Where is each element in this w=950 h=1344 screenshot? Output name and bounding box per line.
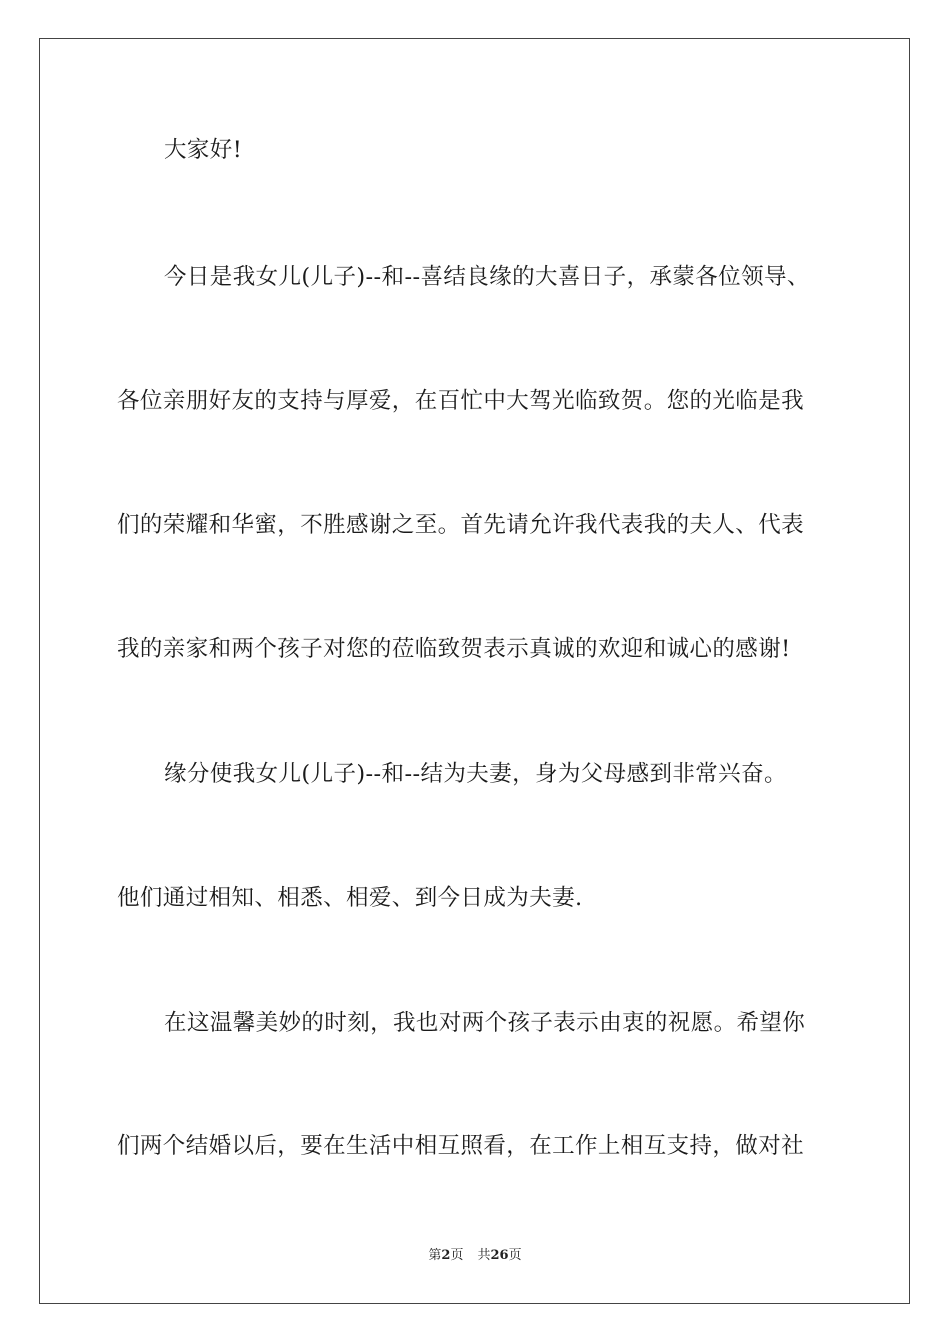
text-line-3: 们的荣耀和华蜜，不胜感谢之至。首先请允许我代表我的夫人、代表	[117, 512, 805, 538]
text-line-6: 他们通过相知、相悉、相爱、到今日成为夫妻.	[117, 885, 583, 911]
total-pages: 26	[490, 1248, 509, 1263]
text-line-2: 各位亲朋好友的支持与厚爱，在百忙中大驾光临致贺。您的光临是我	[117, 388, 805, 414]
page-footer	[0, 1247, 950, 1265]
text-line-1: 今日是我女儿(儿子)--和--喜结良缘的大喜日子，承蒙各位领导、	[164, 264, 810, 290]
page-suffix: 页	[450, 1248, 464, 1263]
page-prefix: 第	[428, 1248, 442, 1263]
text-line-8: 们两个结婚以后，要在生活中相互照看，在工作上相互支持，做对社	[117, 1133, 805, 1159]
text-line-greeting: 大家好!	[164, 137, 243, 163]
total-suffix: 页	[508, 1248, 522, 1263]
text-line-5: 缘分使我女儿(儿子)--和--结为夫妻，身为父母感到非常兴奋。	[164, 761, 787, 787]
page-border	[39, 38, 910, 1304]
text-line-4: 我的亲家和两个孩子对您的莅临致贺表示真诚的欢迎和诚心的感谢!	[117, 636, 791, 662]
text-line-7: 在这温馨美妙的时刻，我也对两个孩子表示由衷的祝愿。希望你	[164, 1010, 806, 1036]
total-prefix: 共	[477, 1248, 491, 1263]
page-number: 2	[441, 1248, 451, 1263]
